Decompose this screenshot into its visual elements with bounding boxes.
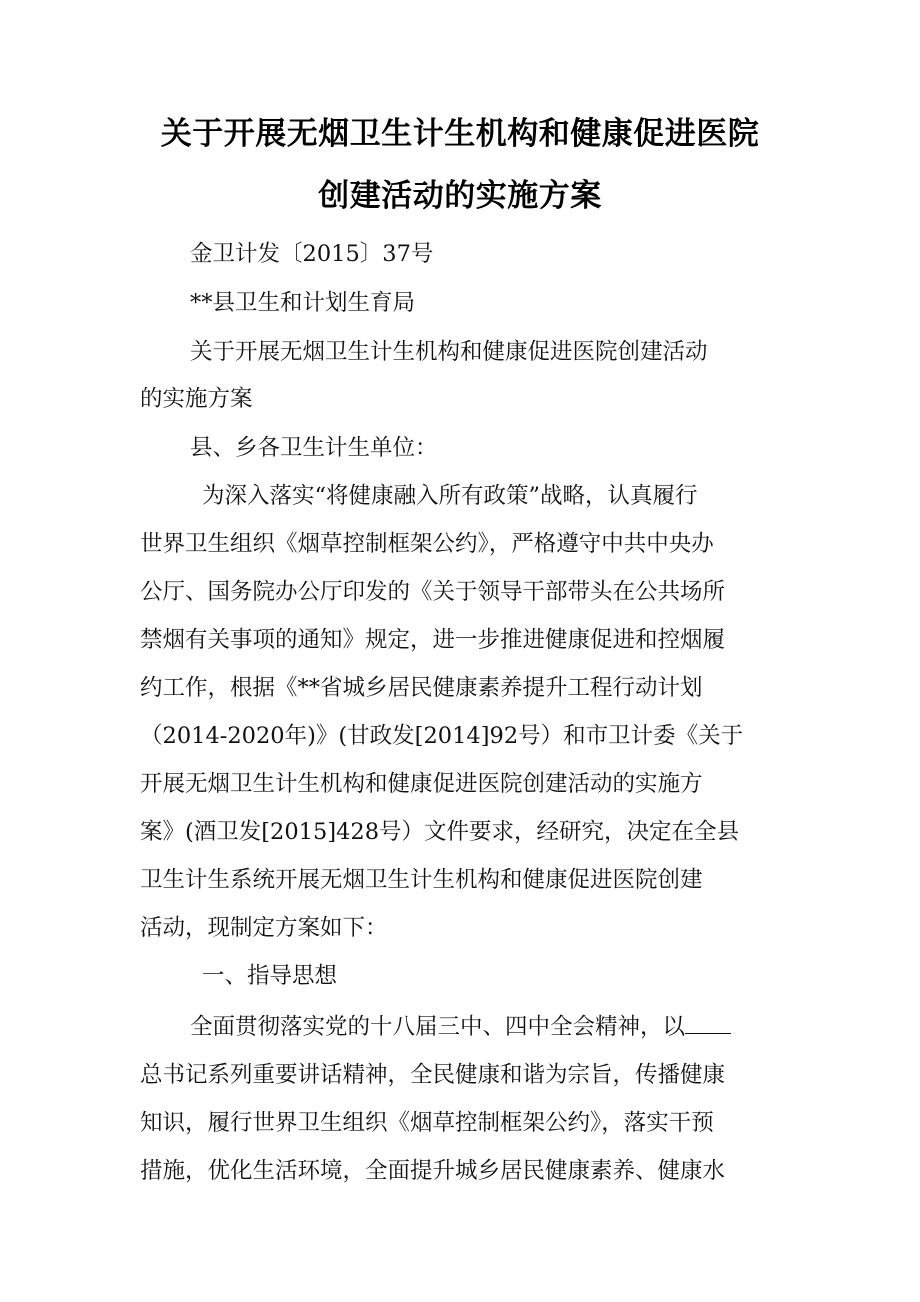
intro-line: 约工作，根据《**省城乡居民健康素养提升工程行动计划 — [140, 675, 703, 701]
intro-line: （2014-2020年)》(甘政发[2014]92号）和市卫计委《关于 — [140, 723, 744, 749]
intro-line: 活动，现制定方案如下： — [140, 915, 388, 941]
intro-line: 公厅、国务院办公厅印发的《关于领导干部带头在公共场所 — [140, 579, 726, 605]
issuing-authority: **县卫生和计划生育局 — [190, 290, 416, 316]
document-number: 金卫计发〔2015〕37号 — [190, 241, 434, 267]
addressee: 县、乡各卫生计生单位： — [190, 435, 438, 461]
subject-line-1: 关于开展无烟卫生计生机构和健康促进医院创建活动 — [190, 339, 708, 365]
section1-line-1 — [190, 1012, 731, 1042]
intro-line: 开展无烟卫生计生机构和健康促进医院创建活动的实施方 — [140, 771, 703, 797]
intro-line: 禁烟有关事项的通知》规定，进一步推进健康促进和控烟履 — [140, 627, 726, 653]
section-heading-guiding-ideology: 一、指导思想 — [202, 963, 338, 989]
subject-line-2: 的实施方案 — [140, 386, 253, 412]
section1-line: 措施，优化生活环境，全面提升城乡居民健康素养、健康水 — [140, 1158, 726, 1184]
intro-line: 世界卫生组织《烟草控制框架公约》，严格遵守中共中央办 — [140, 531, 714, 557]
section1-line: 知识，履行世界卫生组织《烟草控制框架公约》，落实干预 — [140, 1110, 714, 1136]
redacted-blank — [685, 1013, 731, 1034]
document-title-line-1: 关于开展无烟卫生计生机构和健康促进医院 — [160, 116, 760, 152]
intro-line: 卫生计生系统开展无烟卫生计生机构和健康促进医院创建 — [140, 867, 703, 893]
intro-line: 案》(酒卫发[2015]428号）文件要求，经研究，决定在全县 — [140, 819, 740, 845]
document-title-line-2: 创建活动的实施方案 — [318, 178, 602, 214]
section1-line-1-text: 全面贯彻落实党的十八届三中、四中全会精神，以 — [190, 1014, 686, 1040]
section1-line: 总书记系列重要讲话精神，全民健康和谐为宗旨，传播健康 — [140, 1062, 726, 1088]
intro-line: 为深入落实“将健康融入所有政策”战略，认真履行 — [202, 483, 698, 509]
